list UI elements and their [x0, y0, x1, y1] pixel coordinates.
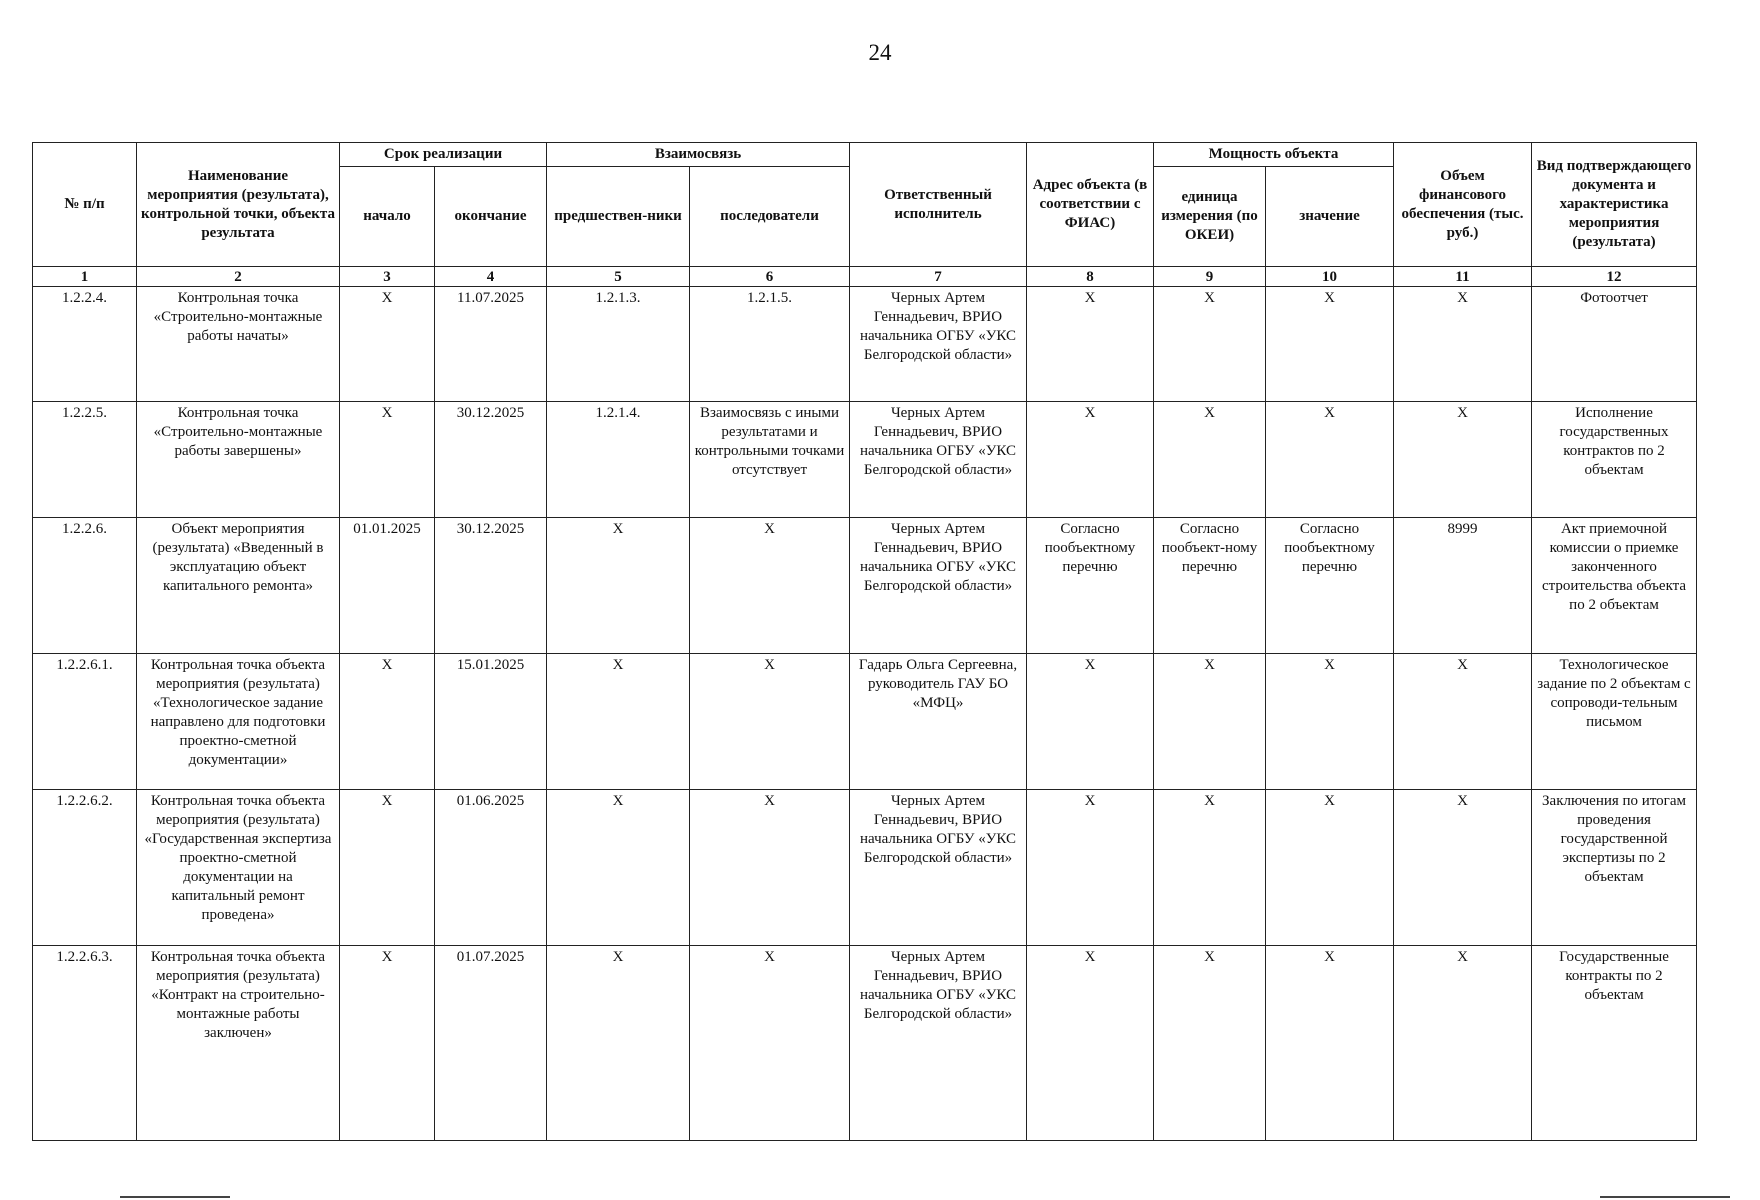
row-finance: 8999: [1394, 518, 1532, 654]
header-responsible: Ответственный исполнитель: [850, 143, 1027, 267]
row-next: X: [690, 946, 850, 1141]
footer-rule-left: [120, 1196, 230, 1198]
row-value: X: [1266, 790, 1394, 946]
row-address: X: [1027, 402, 1154, 518]
row-prev: X: [547, 946, 690, 1141]
row-unit: Согласно пообъект-ному перечню: [1154, 518, 1266, 654]
header-row-top: [33, 143, 1697, 167]
column-number-row: [33, 267, 1697, 287]
row-end: 30.12.2025: [435, 402, 547, 518]
row-num: 1.2.2.6.3.: [33, 946, 137, 1141]
row-num: 1.2.2.6.: [33, 518, 137, 654]
row-end: 01.06.2025: [435, 790, 547, 946]
row-end: 15.01.2025: [435, 654, 547, 790]
row-name: Контрольная точка «Строительно-монтажные работы завершены»: [137, 402, 340, 518]
row-finance: X: [1394, 402, 1532, 518]
column-number: 7: [850, 267, 1027, 287]
plan-table: [32, 142, 1697, 1141]
row-finance: X: [1394, 946, 1532, 1141]
header-link-next: последователи: [690, 167, 850, 267]
row-num: 1.2.2.6.1.: [33, 654, 137, 790]
row-responsible: Черных Артем Геннадьевич, ВРИО начальника ОГБУ «УКС Белгородской области»: [850, 518, 1027, 654]
column-number: 12: [1532, 267, 1697, 287]
row-value: X: [1266, 402, 1394, 518]
row-name: Контрольная точка объекта мероприятия (результата) «Государственная экспертиза проектно-сметной документации на капитальный ремонт проведена»: [137, 790, 340, 946]
row-start: X: [340, 654, 435, 790]
header-cap-value: значение: [1266, 167, 1394, 267]
column-number: 6: [690, 267, 850, 287]
row-address: X: [1027, 946, 1154, 1141]
row-value: Согласно пообъектному перечню: [1266, 518, 1394, 654]
row-end: 30.12.2025: [435, 518, 547, 654]
row-num: 1.2.2.5.: [33, 402, 137, 518]
column-number: 10: [1266, 267, 1394, 287]
page-number: 24: [868, 40, 892, 65]
row-responsible: Черных Артем Геннадьевич, ВРИО начальника ОГБУ «УКС Белгородской области»: [850, 790, 1027, 946]
row-num: 1.2.2.4.: [33, 287, 137, 402]
row-prev: X: [547, 654, 690, 790]
row-start: X: [340, 287, 435, 402]
table-row: [33, 790, 1697, 946]
row-next: 1.2.1.5.: [690, 287, 850, 402]
row-next: X: [690, 654, 850, 790]
header-term: Срок реализации: [340, 143, 547, 167]
row-prev: X: [547, 518, 690, 654]
row-prev: X: [547, 790, 690, 946]
column-number: 3: [340, 267, 435, 287]
row-finance: X: [1394, 287, 1532, 402]
row-unit: X: [1154, 287, 1266, 402]
row-prev: 1.2.1.3.: [547, 287, 690, 402]
row-next: X: [690, 790, 850, 946]
row-doc: Фотоотчет: [1532, 287, 1697, 402]
row-doc: Заключения по итогам проведения государственной экспертизы по 2 объектам: [1532, 790, 1697, 946]
column-number: 8: [1027, 267, 1154, 287]
row-unit: X: [1154, 402, 1266, 518]
row-unit: X: [1154, 790, 1266, 946]
row-unit: X: [1154, 946, 1266, 1141]
row-name: Контрольная точка «Строительно-монтажные работы начаты»: [137, 287, 340, 402]
table-row: [33, 946, 1697, 1141]
row-responsible: Черных Артем Геннадьевич, ВРИО начальника ОГБУ «УКС Белгородской области»: [850, 287, 1027, 402]
header-term-end: окончание: [435, 167, 547, 267]
row-prev: 1.2.1.4.: [547, 402, 690, 518]
row-unit: X: [1154, 654, 1266, 790]
row-num: 1.2.2.6.2.: [33, 790, 137, 946]
header-address: Адрес объекта (в соответствии с ФИАС): [1027, 143, 1154, 267]
row-value: X: [1266, 654, 1394, 790]
column-number: 5: [547, 267, 690, 287]
header-term-start: начало: [340, 167, 435, 267]
row-value: X: [1266, 946, 1394, 1141]
header-finance: Объем финансового обеспечения (тыс. руб.): [1394, 143, 1532, 267]
row-start: X: [340, 946, 435, 1141]
row-responsible: Гадарь Ольга Сергеевна, руководитель ГАУ БО «МФЦ»: [850, 654, 1027, 790]
row-doc: Исполнение государственных контрактов по 2 объектам: [1532, 402, 1697, 518]
row-next: Взаимосвязь с иными результатами и контрольными точками отсутствует: [690, 402, 850, 518]
column-number: 1: [33, 267, 137, 287]
header-link: Взаимосвязь: [547, 143, 850, 167]
column-number: 2: [137, 267, 340, 287]
row-doc: Акт приемочной комиссии о приемке законченного строительства объекта по 2 объектам: [1532, 518, 1697, 654]
row-name: Контрольная точка объекта мероприятия (результата) «Контракт на строительно-монтажные работы заключен»: [137, 946, 340, 1141]
row-value: X: [1266, 287, 1394, 402]
row-start: X: [340, 790, 435, 946]
table-row: [33, 654, 1697, 790]
row-start: 01.01.2025: [340, 518, 435, 654]
row-finance: X: [1394, 654, 1532, 790]
row-address: Согласно пообъектному перечню: [1027, 518, 1154, 654]
row-responsible: Черных Артем Геннадьевич, ВРИО начальника ОГБУ «УКС Белгородской области»: [850, 402, 1027, 518]
row-responsible: Черных Артем Геннадьевич, ВРИО начальника ОГБУ «УКС Белгородской области»: [850, 946, 1027, 1141]
header-link-prev: предшествен-ники: [547, 167, 690, 267]
header-num: № п/п: [33, 143, 137, 267]
row-name: Контрольная точка объекта мероприятия (результата) «Технологическое задание направлено для подготовки проектно-сметной документации»: [137, 654, 340, 790]
header-name: Наименование мероприятия (результата), контрольной точки, объекта результата: [137, 143, 340, 267]
footer-rule-right: [1600, 1196, 1730, 1198]
column-number: 4: [435, 267, 547, 287]
row-finance: X: [1394, 790, 1532, 946]
row-name: Объект мероприятия (результата) «Введенный в эксплуатацию объект капитального ремонта»: [137, 518, 340, 654]
row-doc: Государственные контракты по 2 объектам: [1532, 946, 1697, 1141]
table-row: [33, 402, 1697, 518]
row-doc: Технологическое задание по 2 объектам с сопроводи-тельным письмом: [1532, 654, 1697, 790]
column-number: 9: [1154, 267, 1266, 287]
header-capacity: Мощность объекта: [1154, 143, 1394, 167]
table-row: [33, 518, 1697, 654]
row-address: X: [1027, 654, 1154, 790]
column-number: 11: [1394, 267, 1532, 287]
row-next: X: [690, 518, 850, 654]
row-address: X: [1027, 790, 1154, 946]
row-start: X: [340, 402, 435, 518]
row-end: 01.07.2025: [435, 946, 547, 1141]
table-row: [33, 287, 1697, 402]
row-address: X: [1027, 287, 1154, 402]
header-doc: Вид подтверждающего документа и характеристика мероприятия (результата): [1532, 143, 1697, 267]
row-end: 11.07.2025: [435, 287, 547, 402]
header-cap-unit: единица измерения (по ОКЕИ): [1154, 167, 1266, 267]
